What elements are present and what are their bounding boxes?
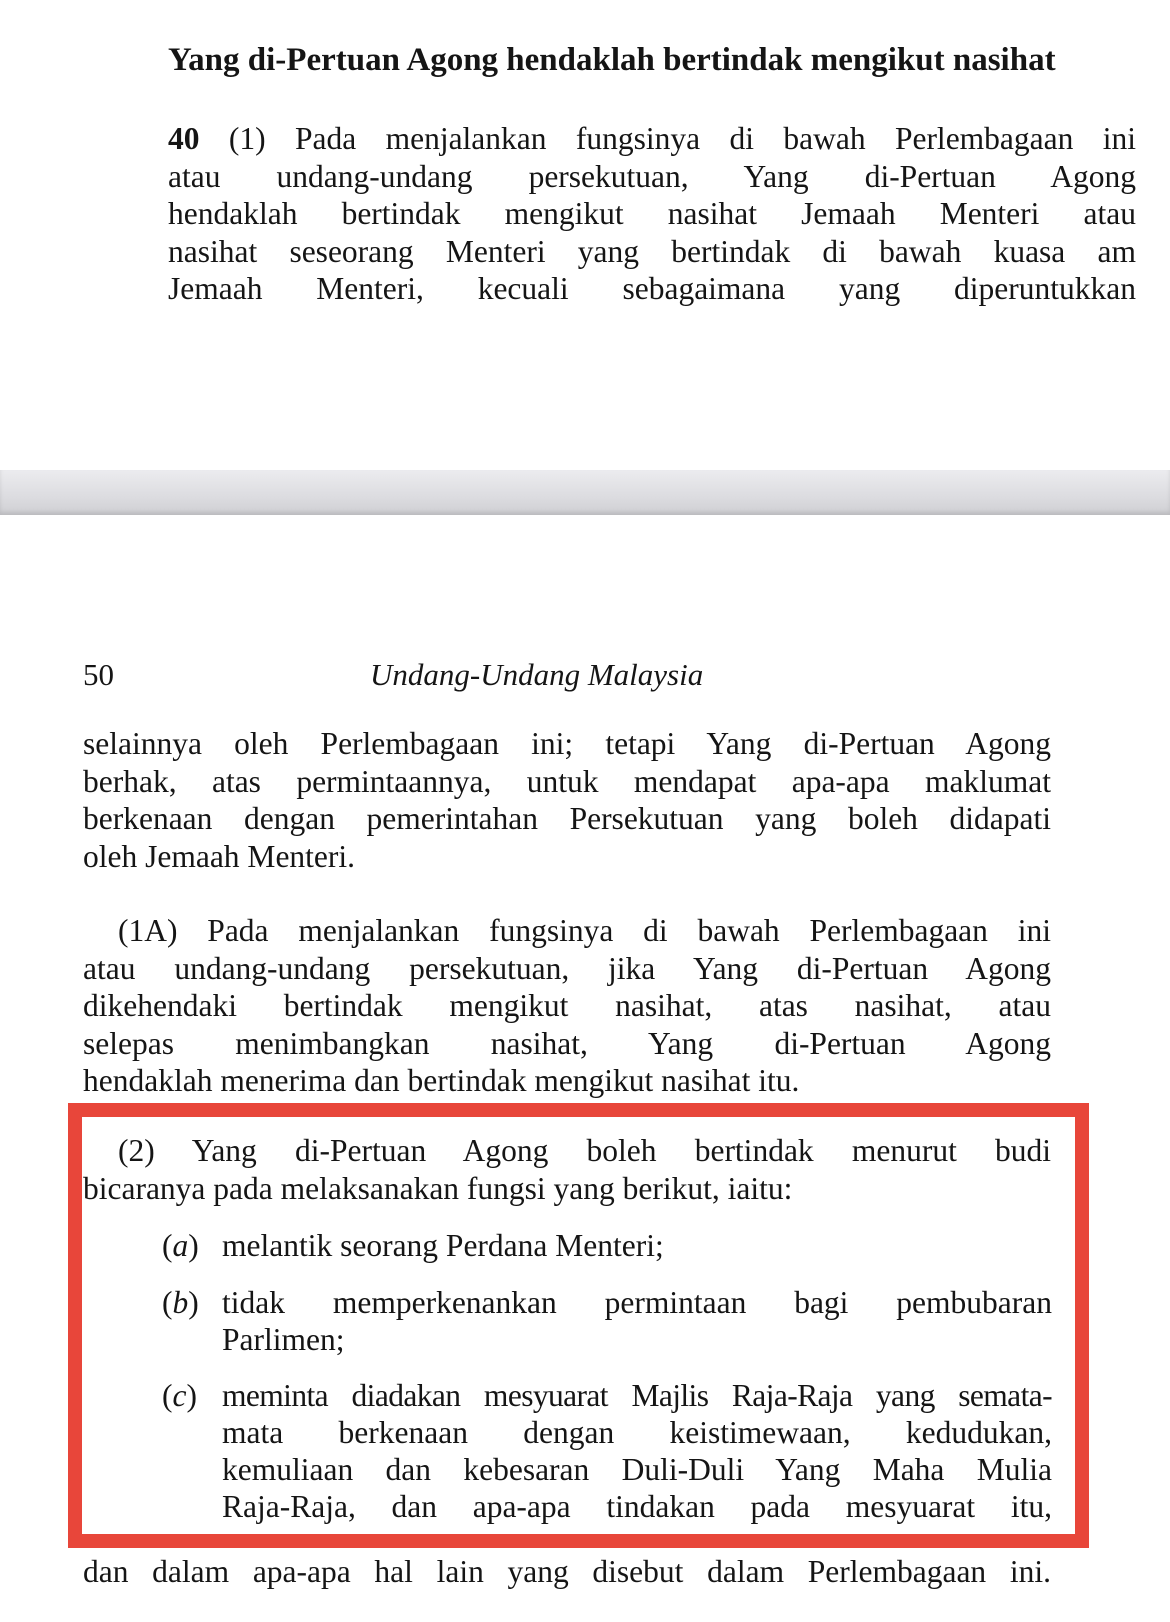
text-line: selainnya oleh Perlembagaan ini; tetapi Yang di-Pertuan Agong [83, 726, 1051, 761]
text-line: hendaklah bertindak mengikut nasihat Jemaah Menteri atau [168, 196, 1136, 231]
text-line: (1) Pada menjalankan fungsinya di bawah Perlembagaan ini [228, 121, 1136, 156]
text-line: Parlimen; [222, 1322, 345, 1357]
text-line: kemuliaan dan kebesaran Duli-Duli Yang Maha Mulia [222, 1452, 1052, 1487]
running-title: Undang-Undang Malaysia [370, 657, 704, 692]
clause-1a [83, 912, 1051, 1100]
article-number: 40 [168, 121, 200, 156]
text-line: nasihat seseorang Menteri yang bertindak di bawah kuasa am [168, 233, 1136, 269]
text-line: mata berkenaan dengan keistimewaan, kedudukan, [222, 1415, 1052, 1450]
text-line: atau undang-undang persekutuan, jika Yang di-Pertuan Agong [83, 950, 1051, 986]
text-line: oleh Jemaah Menteri. [83, 838, 356, 874]
text-line: hendaklah menerima dan bertindak mengikut nasihat itu. [83, 1063, 800, 1098]
page-separator [0, 470, 1170, 515]
text-line: Raja-Raja, dan apa-apa tindakan pada mesyuarat itu, [222, 1489, 1052, 1524]
text-line: (2) Yang di-Pertuan Agong boleh bertindak menurut budi [118, 1133, 1051, 1168]
article-40-clause-1 [168, 120, 1136, 308]
text-line: berhak, atas permintaannya, untuk mendapat apa-apa maklumat [83, 763, 1051, 799]
item-label: (a) [162, 1228, 199, 1263]
closing-line [83, 1553, 1051, 1591]
text-line: atau undang-undang persekutuan, Yang di-Pertuan Agong [168, 158, 1136, 194]
section-heading: Yang di-Pertuan Agong hendaklah bertindak mengikut nasihat [168, 42, 1056, 78]
text-line: Jemaah Menteri, kecuali sebagaimana yang diperuntukkan [168, 271, 1136, 306]
item-label: (c) [162, 1378, 197, 1413]
text-line: melantik seorang Perdana Menteri; [222, 1228, 664, 1263]
text-line: (1A) Pada menjalankan fungsinya di bawah Perlembagaan ini [118, 913, 1051, 948]
text-line: bicaranya pada melaksanakan fungsi yang berikut, iaitu: [83, 1170, 793, 1206]
text-line: meminta diadakan mesyuarat Majlis Raja-Raja yang semata- [222, 1378, 1052, 1413]
clause-2 [83, 1132, 1051, 1207]
item-label: (b) [162, 1285, 199, 1320]
text-line: dikehendaki bertindak mengikut nasihat, atas nasihat, atau [83, 988, 1051, 1023]
text-line: tidak memperkenankan permintaan bagi pembubaran [222, 1285, 1052, 1320]
clause-1-continuation [83, 725, 1051, 875]
text-line: selepas menimbangkan nasihat, Yang di-Pertuan Agong [83, 1025, 1051, 1061]
page-number: 50 [83, 657, 114, 692]
text-line: dan dalam apa-apa hal lain yang disebut dalam Perlembagaan ini. [83, 1554, 1051, 1589]
text-line: berkenaan dengan pemerintahan Persekutuan yang boleh didapati [83, 801, 1051, 836]
